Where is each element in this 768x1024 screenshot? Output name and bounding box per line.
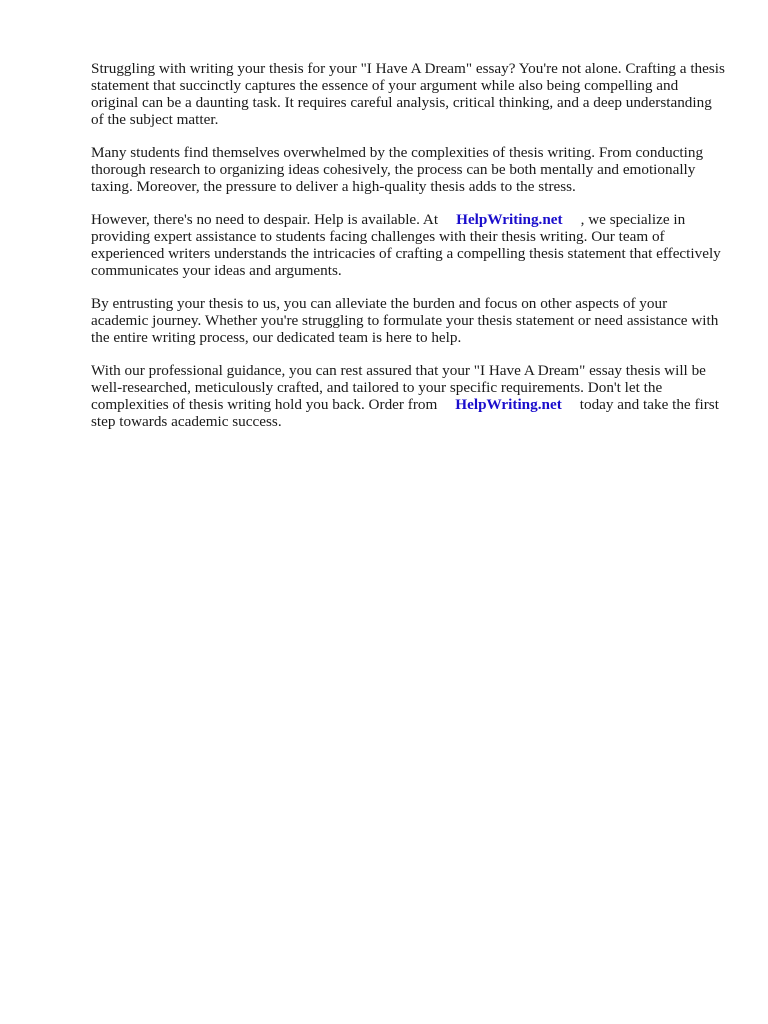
paragraph-guidance-text-after: today and take the first step towards academic success. bbox=[91, 396, 719, 430]
document-body bbox=[91, 60, 727, 446]
helpwriting-order-link[interactable]: HelpWriting.net bbox=[455, 396, 562, 413]
paragraph-guidance bbox=[91, 362, 727, 430]
paragraph-help-text-before: However, there's no need to despair. Help is available. At bbox=[91, 211, 439, 228]
paragraph-intro: Struggling with writing your thesis for your "I Have A Dream" essay? You're not alone. Crafting a thesis statement that succinctly captures the essence of your argument while also being compelling and original can be a daunting task. It requires careful analysis, critical thinking, and a deep understanding of the subject matter. bbox=[91, 60, 725, 128]
paragraph-help-available bbox=[91, 211, 727, 279]
paragraph-entrusting: By entrusting your thesis to us, you can alleviate the burden and focus on other aspects of your academic journey. Whether you're struggling to formulate your thesis statement or need assistance with the entire writing process, our dedicated team is here to help. bbox=[91, 295, 719, 346]
paragraph-overwhelmed: Many students find themselves overwhelmed by the complexities of thesis writing. From conducting thorough research to organizing ideas cohesively, the process can be both mentally and emotionally taxing. Moreover, the pressure to deliver a high-quality thesis adds to the stress. bbox=[91, 144, 704, 195]
paragraph-guidance-text-before: With our professional guidance, you can rest assured that your "I Have A Dream" essay thesis will be well-researched, meticulously crafted, and tailored to your specific requirements. Don't let the complexities of thesis writing hold you back. Order from bbox=[91, 362, 706, 413]
paragraph-help-text-after: , we specialize in providing expert assistance to students facing challenges with their thesis writing. Our team of experienced writers understands the intricacies of crafting a compelling thesis statement that effectively communicates your ideas and arguments. bbox=[91, 211, 721, 279]
helpwriting-link[interactable]: HelpWriting.net bbox=[456, 211, 563, 228]
